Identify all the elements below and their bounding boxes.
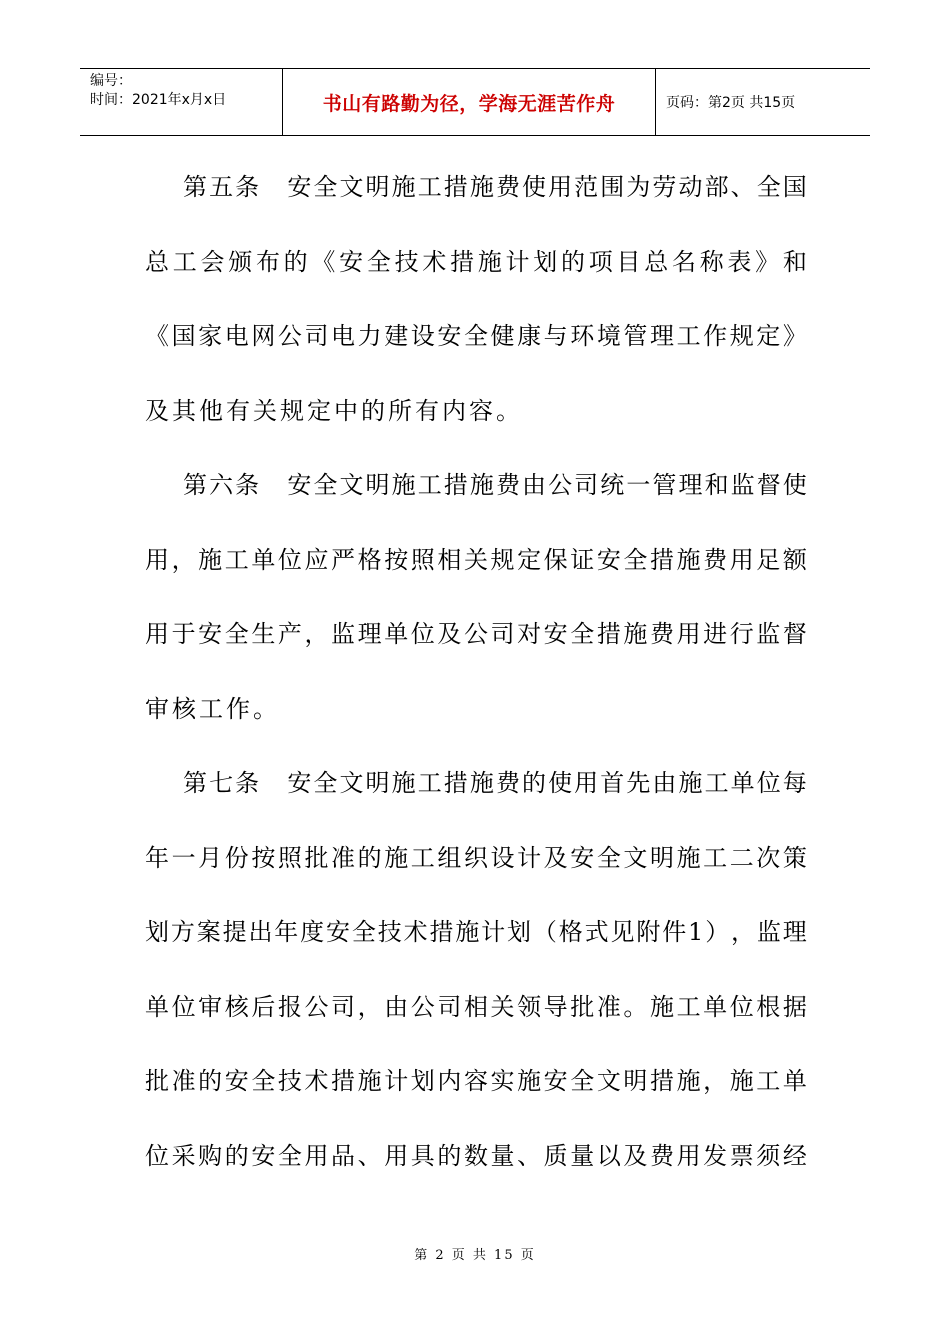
article-5 (145, 150, 807, 448)
article-5-line-3: 《 国 家 电 网 公 司 电 力 建 设 安 全 健 康 与 环 境 管 理 工 作 规 定 》 (145, 322, 807, 350)
article-7-line-2: 年 一 月 份 按 照 批 准 的 施 工 组 织 设 计 及 安 全 文 明 施 工 二 次 策 (145, 843, 807, 872)
motto-text: 书山有路勤为径，学海无涯苦作舟 (322, 92, 616, 115)
article-7-line-5: 批 准 的 安 全 技 术 措 施 计 划 内 容 实 施 安 全 文 明 措 施 ， 施 工 单 (145, 1067, 807, 1095)
page-footer (0, 1244, 950, 1263)
article-7-line-3: 划 方 案 提 出 年 度 安 全 技 术 措 施 计 划 （ 格 式 见 附 件 1 ） ， 监 理 (145, 918, 807, 946)
article-6 (145, 448, 807, 746)
header-motto (283, 69, 656, 135)
article-5-line-4: 及其他有关规定中的所有内容。 (145, 396, 523, 425)
article-6-line-2: 用 ， 施 工 单 位 应 严 格 按 照 相 关 规 定 保 证 安 全 措 施 费 用 足 额 (145, 545, 807, 574)
article-6-line-1: 第 六 条 安 全 文 明 施 工 措 施 费 由 公 司 统 一 管 理 和 监 督 使 (183, 471, 807, 499)
article-7-line-4: 单 位 审 核 后 报 公 司 ， 由 公 司 相 关 领 导 批 准 。 施 工 单 位 根 据 (145, 992, 807, 1021)
page-info-text: 页码：第2页 共15页 (666, 95, 796, 111)
article-5-line-1: 第 五 条 安 全 文 明 施 工 措 施 费 使 用 范 围 为 劳 动 部 、 全 国 (183, 173, 807, 201)
article-6-line-3: 用 于 安 全 生 产 ， 监 理 单 位 及 公 司 对 安 全 措 施 费 用 进 行 监 督 (145, 620, 807, 648)
article-7-line-1: 第 七 条 安 全 文 明 施 工 措 施 费 的 使 用 首 先 由 施 工 单 位 每 (183, 769, 807, 797)
header-page-info (656, 69, 870, 135)
header-meta (80, 69, 283, 135)
article-6-line-4: 审核工作。 (145, 694, 280, 723)
document-time-label: 时间：2021年x月x日 (90, 92, 227, 108)
footer-page-number: 第 2 页 共 15 页 (414, 1248, 536, 1263)
document-body (145, 150, 807, 1193)
document-number-label: 编号： (90, 73, 132, 89)
page-header (80, 68, 870, 136)
article-7 (145, 746, 807, 1193)
article-7-line-6: 位 采 购 的 安 全 用 品 、 用 具 的 数 量 、 质 量 以 及 费 用 发 票 须 经 (145, 1141, 807, 1170)
article-5-line-2: 总 工 会 颁 布 的 《 安 全 技 术 措 施 计 划 的 项 目 总 名 称 表 》 和 (145, 247, 807, 276)
